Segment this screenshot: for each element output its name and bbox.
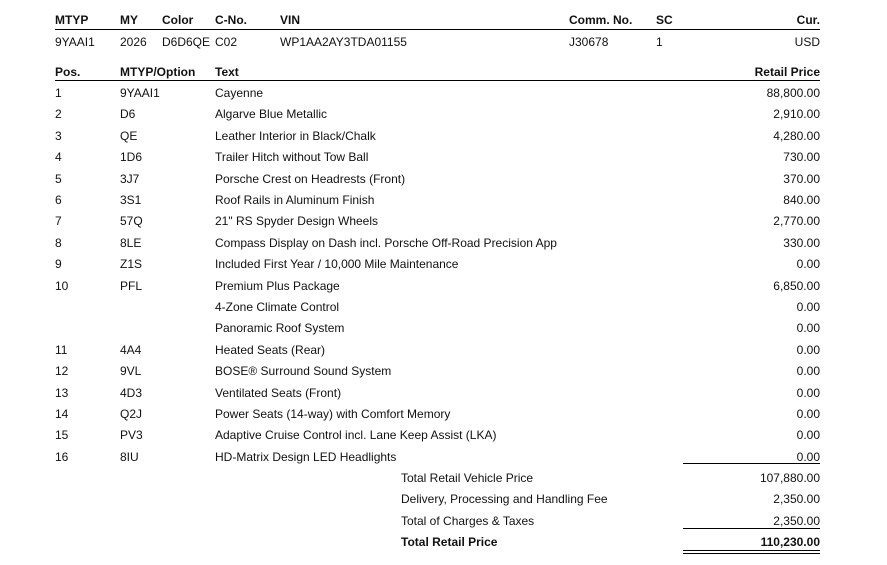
row-price: 0.00 [796,257,820,271]
row-pos: 1 [55,86,62,100]
row-price: 840.00 [783,193,820,207]
header-label-cur: Cur. [796,13,820,27]
row-price: 0.00 [796,450,820,464]
row-description: Power Seats (14-way) with Comfort Memory [215,407,451,421]
row-option-code: 4A4 [120,343,142,357]
delivery-fee-label: Delivery, Processing and Handling Fee [401,492,608,506]
row-option-code: Z1S [120,257,143,271]
row-option-code: 9YAAI1 [120,86,160,100]
row-option-code: PV3 [120,428,143,442]
row-description: Premium Plus Package [215,279,340,293]
header-label-color: Color [162,13,194,27]
row-pos: 9 [55,257,62,271]
delivery-fee-value: 2,350.00 [773,492,820,506]
row-price: 330.00 [783,236,820,250]
row-option-code: QE [120,129,138,143]
header-value-sc: 1 [656,35,663,49]
row-pos: 3 [55,129,62,143]
header-value-my: 2026 [120,35,147,49]
header-value-mtyp: 9YAAI1 [55,35,95,49]
row-price: 88,800.00 [766,86,820,100]
row-pos: 4 [55,150,62,164]
row-price: 2,770.00 [773,214,820,228]
row-price: 0.00 [796,343,820,357]
column-header-pos: Pos. [55,65,81,79]
row-price: 0.00 [796,321,820,335]
header-label-vin: VIN [280,13,301,27]
row-price: 0.00 [796,364,820,378]
row-description: BOSE® Surround Sound System [215,364,392,378]
row-pos: 7 [55,214,62,228]
column-header-text: Text [215,65,239,79]
subtotal-rule [683,463,820,464]
row-pos: 10 [55,279,69,293]
row-description: Ventilated Seats (Front) [215,386,342,400]
row-price: 370.00 [783,172,820,186]
row-option-code: Q2J [120,407,143,421]
column-header-price: Retail Price [754,65,820,79]
row-pos: 11 [55,343,68,357]
header-value-vin: WP1AA2AY3TDA01155 [280,35,407,49]
row-pos: 14 [55,407,69,421]
header-label-cno: C-No. [215,13,247,27]
row-description: Panoramic Roof System [215,321,345,335]
row-option-code: 1D6 [120,150,143,164]
row-pos: 8 [55,236,62,250]
charges-rule [683,528,820,529]
row-pos: 2 [55,107,62,121]
row-description: Porsche Crest on Headrests (Front) [215,172,406,186]
row-option-code: D6 [120,107,136,121]
header-label-comm-no: Comm. No. [569,13,633,27]
row-pos: 13 [55,386,69,400]
row-pos: 16 [55,450,69,464]
row-price: 0.00 [796,428,820,442]
row-option-code: 8LE [120,236,142,250]
header-value-color: D6D6QE [162,35,211,49]
row-price: 0.00 [796,300,820,314]
row-description: Adaptive Cruise Control incl. Lane Keep Assist (LKA) [215,428,497,442]
total-charges-taxes-value: 2,350.00 [773,514,820,528]
header-label-my: MY [120,13,138,27]
row-option-code: 3J7 [120,172,140,186]
row-description: Algarve Blue Metallic [215,107,328,121]
row-description: Included First Year / 10,000 Mile Maintenance [215,257,459,271]
row-option-code: 8IU [120,450,139,464]
row-pos: 15 [55,428,69,442]
row-description: Compass Display on Dash incl. Porsche Off-Road Precision App [215,236,557,250]
column-header-option: MTYP/Option [120,65,196,79]
row-pos: 5 [55,172,62,186]
row-price: 2,910.00 [773,107,820,121]
total-retail-price-value: 110,230.00 [760,535,820,549]
row-pos: 12 [55,364,69,378]
total-retail-price-label: Total Retail Price [401,535,498,549]
row-price: 6,850.00 [773,279,820,293]
row-option-code: 3S1 [120,193,142,207]
row-price: 730.00 [783,150,820,164]
row-description: Trailer Hitch without Tow Ball [215,150,369,164]
grand-total-double-rule-bottom [683,553,820,554]
row-option-code: 57Q [120,214,143,228]
row-price: 0.00 [796,407,820,421]
row-option-code: PFL [120,279,143,293]
total-retail-vehicle-price-label: Total Retail Vehicle Price [401,471,534,485]
header-divider [55,29,820,30]
total-charges-taxes-label: Total of Charges & Taxes [401,514,535,528]
header-value-cur: USD [794,35,820,49]
row-description: Leather Interior in Black/Chalk [215,129,376,143]
header-label-mtyp: MTYP [55,13,89,27]
row-description: Cayenne [215,86,264,100]
row-option-code: 4D3 [120,386,143,400]
row-option-code: 9VL [120,364,142,378]
grand-total-double-rule-top [683,550,820,551]
table-header-divider [55,80,820,81]
row-description: 4-Zone Climate Control [215,300,340,314]
row-price: 4,280.00 [773,129,820,143]
header-label-sc: SC [656,13,673,27]
total-retail-vehicle-price-value: 107,880.00 [759,471,820,485]
row-description: Heated Seats (Rear) [215,343,326,357]
row-description: Roof Rails in Aluminum Finish [215,193,375,207]
row-description: 21" RS Spyder Design Wheels [215,214,379,228]
row-price: 0.00 [796,386,820,400]
header-value-cno: C02 [215,35,238,49]
row-description: HD-Matrix Design LED Headlights [215,450,397,464]
row-pos: 6 [55,193,62,207]
header-value-comm-no: J30678 [569,35,609,49]
